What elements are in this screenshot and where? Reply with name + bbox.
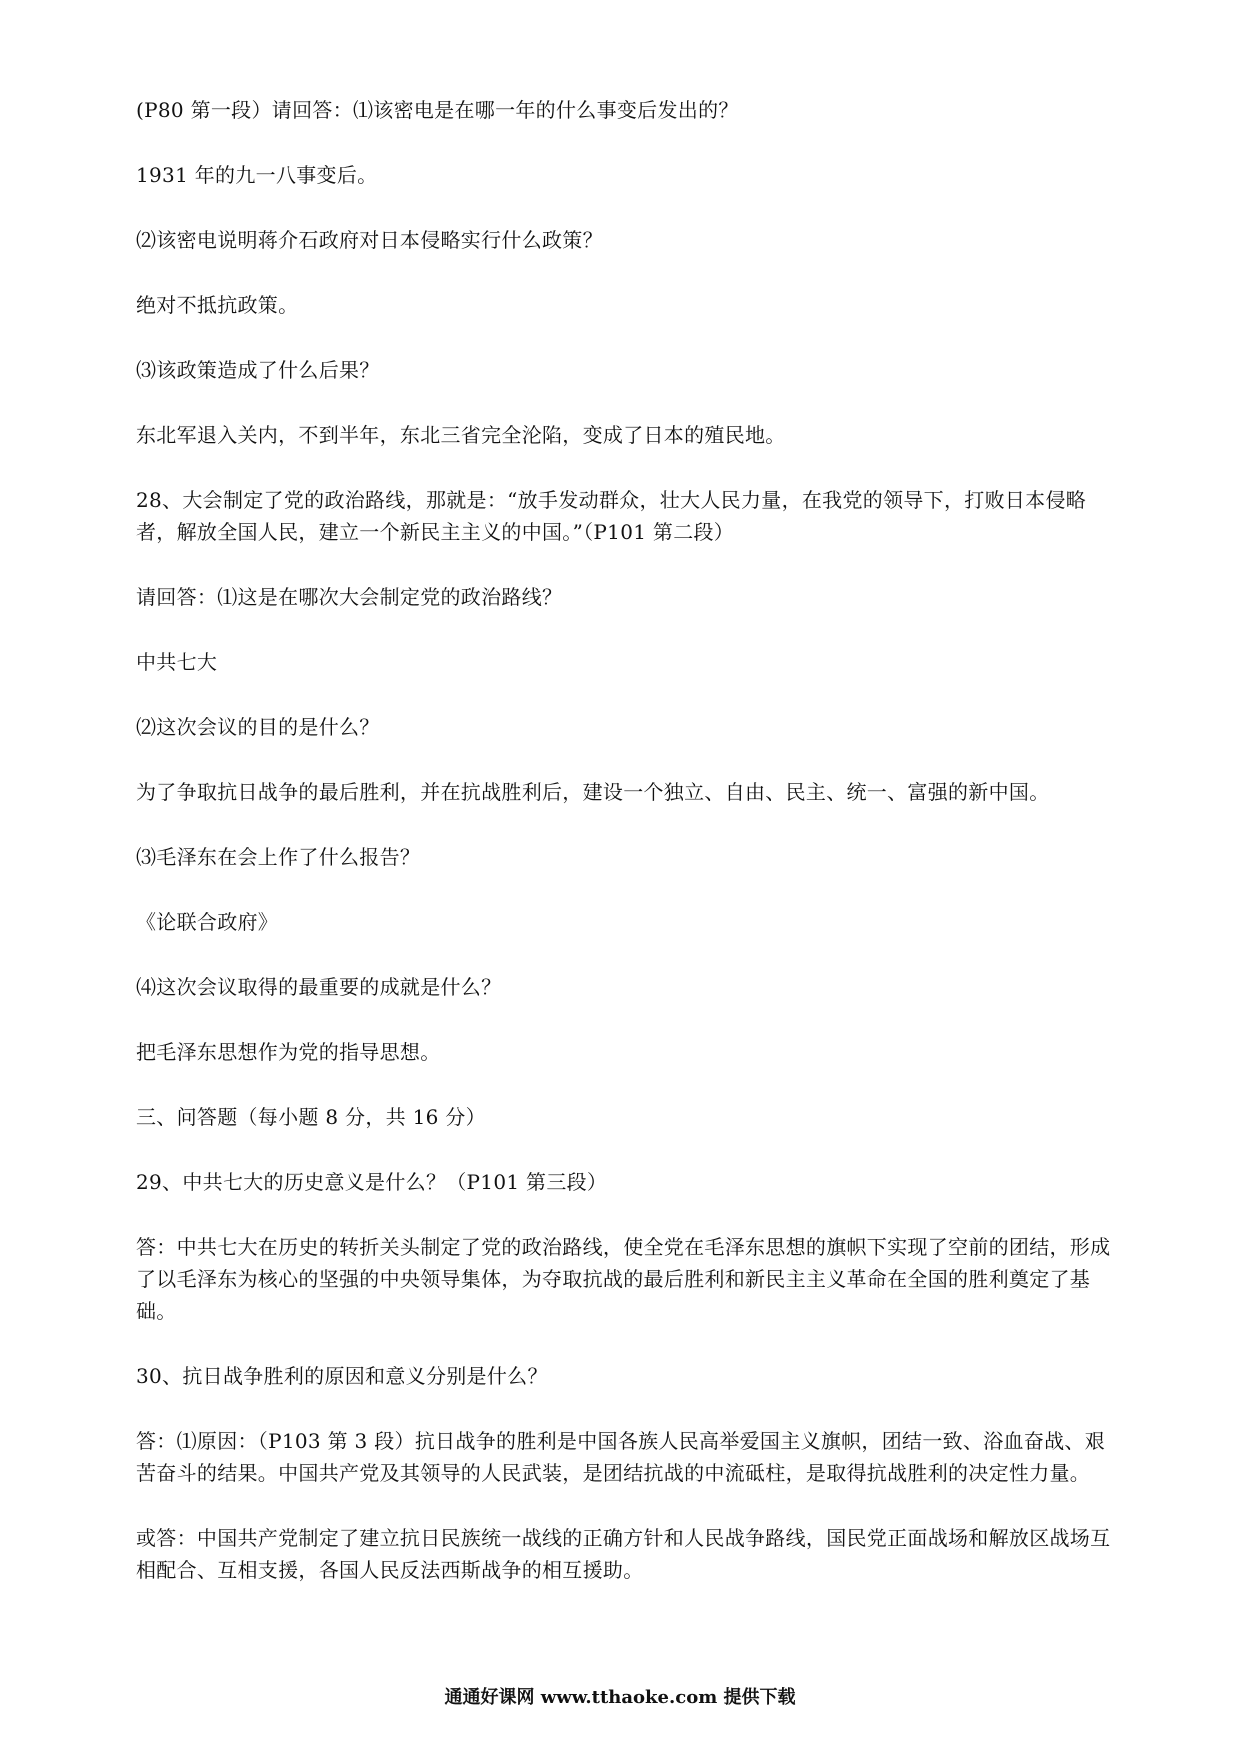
paragraph-a27-3: 东北军退入关内，不到半年，东北三省完全沦陷，变成了日本的殖民地。 (136, 423, 786, 447)
footer-credit: 通通好课网 www.tthaoke.com 提供下载 (444, 1687, 796, 1708)
paragraph-a30-alt: 或答：中国共产党制定了建立抗日民族统一战线的正确方针和人民战争路线，国民党正面战场和解放区战场互相配合、互相支援，各国人民反法西斯战争的相互援助。 (136, 1526, 1111, 1582)
paragraph-q28-1: 请回答：⑴这是在哪次大会制定党的政治路线？ (136, 585, 563, 609)
paragraph-a28-1: 中共七大 (136, 650, 218, 674)
paragraph-a30-reason: 答：⑴原因：（P103 第 3 段）抗日战争的胜利是中国各族人民高举爱国主义旗帜，团结一致、浴血奋战、艰苦奋斗的结果。中国共产党及其领导的人民武装，是团结抗战的中流砥柱，是取得抗战胜利的决定性力量。 (136, 1429, 1106, 1485)
paragraph-q27-3: ⑶该政策造成了什么后果？ (136, 358, 380, 382)
paragraph-q30: 30、抗日战争胜利的原因和意义分别是什么？ (136, 1364, 548, 1388)
section-heading: 三、问答题（每小题 8 分，共 16 分） (136, 1105, 486, 1129)
paragraph-q27-1: (P80 第一段）请回答：⑴该密电是在哪一年的什么事变后发出的？ (136, 98, 739, 122)
paragraph-q29: 29、中共七大的历史意义是什么？（P101 第三段） (136, 1170, 608, 1194)
paragraph-q28-4: ⑷这次会议取得的最重要的成就是什么？ (136, 975, 502, 999)
paragraph-a27-1: 1931 年的九一八事变后。 (136, 163, 378, 187)
paragraph-a27-2: 绝对不抵抗政策。 (136, 293, 299, 317)
paragraph-a28-2: 为了争取抗日战争的最后胜利，并在抗战胜利后，建设一个独立、自由、民主、统一、富强的新中国。 (136, 780, 1050, 804)
paragraph-a28-3: 《论联合政府》 (136, 910, 279, 934)
paragraph-q28-intro: 28、大会制定了党的政治路线，那就是：“放手发动群众，壮大人民力量，在我党的领导下，打败日本侵略者，解放全国人民，建立一个新民主主义的中国。”（P101 第二段） (136, 488, 1087, 544)
paragraph-a29: 答：中共七大在历史的转折关头制定了党的政治路线，使全党在毛泽东思想的旗帜下实现了空前的团结，形成了以毛泽东为核心的坚强的中央领导集体，为夺取抗战的最后胜利和新民主主义革命在全国的胜利奠定了基础。 (136, 1235, 1111, 1323)
document-body (136, 94, 1124, 1586)
paragraph-a28-4: 把毛泽东思想作为党的指导思想。 (136, 1040, 441, 1064)
paragraph-q27-2: ⑵该密电说明蒋介石政府对日本侵略实行什么政策？ (136, 228, 603, 252)
paragraph-q28-3: ⑶毛泽东在会上作了什么报告？ (136, 845, 421, 869)
paragraph-q28-2: ⑵这次会议的目的是什么？ (136, 715, 380, 739)
